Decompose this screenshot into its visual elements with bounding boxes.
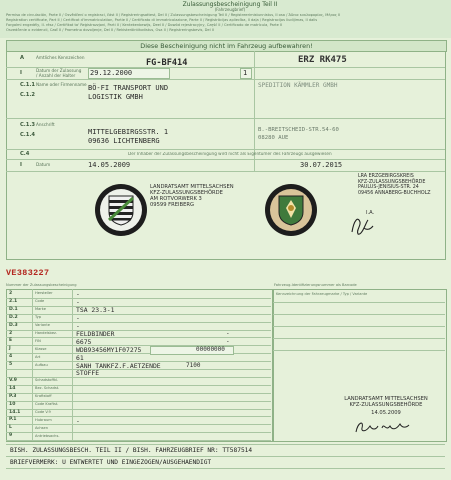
document-remark-line: BRIEFVERMERK: U ENTWERTET UND EINGEZOGEN/AUSGEHAENDIGT bbox=[10, 459, 212, 466]
table-row-code: 5 bbox=[9, 362, 13, 368]
field-code-c12: C.1.2 bbox=[20, 92, 35, 98]
holder-name-line-1: BÖ-FI TRANSPORT UND bbox=[88, 84, 169, 92]
ownership-note: Der Inhaber der Zulassungsbescheinigung wird nicht als Eigentümer des Fahrzeugs ausgewiesen bbox=[128, 152, 332, 156]
table-row-code: L bbox=[9, 425, 12, 431]
right-stamp-line-2: KFZ-ZULASSUNGSBEHÖRDE bbox=[358, 179, 426, 185]
table-row-value: 61 bbox=[76, 353, 84, 362]
holder-city-right: 08280 AUE bbox=[258, 135, 289, 141]
registration-date: 29.12.2000 bbox=[90, 69, 133, 77]
field-code-i: I bbox=[20, 70, 22, 76]
previous-document-line: BISH. ZULASSUNGSBESCH. TEIL II / BISH. FAHRZEUGBRIEF NR: TT587514 bbox=[10, 447, 253, 454]
table-row-code: 4 bbox=[9, 354, 13, 360]
table-row-label: Schadstoffkl. bbox=[35, 378, 59, 383]
right-lower-box-caption: Kennzeichnung der Fahrzeugmarke / Typ / Variante bbox=[276, 292, 368, 296]
plate-number-right: ERZ RK475 bbox=[298, 55, 347, 65]
field-code-a: A bbox=[20, 55, 25, 61]
art-extra-value: 7100 bbox=[186, 362, 201, 369]
right-stamp-text bbox=[358, 174, 448, 196]
bottom-stamp-text bbox=[330, 396, 442, 416]
multilang-line-2: Registration certificate, Part II / Certificat d'immatriculation, Partie II / Certificato di immatricolazione, Parte II / Reģistrācijas apliecība, II daļa / Registracijos liudijimas, II dalis bbox=[6, 18, 318, 22]
table-row-code: J bbox=[9, 346, 11, 352]
table-row-code: E bbox=[9, 338, 13, 344]
table-row-value: 6675 bbox=[76, 337, 92, 346]
table-row-label: Kraftstoff bbox=[35, 394, 52, 399]
multilang-line-1: Permiso de circulación, Parte II / Osvědčení o registraci, část II / Registreringsattest, Del II / Zulassungsbescheinigung Teil II / Registreerimistunnistus, II osa / Άδεια κυκλοφορίας, Μέρος ΙΙ bbox=[6, 13, 341, 17]
multilang-line-4: Osvedčenie o evidencii, Časť II / Prometno dovoljenje, Del II / Rekisteröintitodistus, Osa II / Registreringsbevis, Del II bbox=[6, 28, 214, 32]
right-caption: Fahrzeug-Identifizierungsnummer als Barcode bbox=[274, 283, 357, 287]
handwritten-signature-bottom bbox=[352, 418, 412, 438]
field-code-c4: C.4 bbox=[20, 151, 30, 157]
table-row-label: Hubraum bbox=[35, 417, 52, 422]
table-row-value: - bbox=[76, 290, 80, 299]
issue-date: 14.05.2009 bbox=[88, 161, 131, 169]
left-caption: Nummer der Zulassungsbescheinigung bbox=[6, 283, 77, 287]
holder-street: MITTELGEBIRGSSTR. 1 bbox=[88, 128, 169, 136]
table-row-code: P.1 bbox=[9, 417, 17, 423]
sub-value-1: - bbox=[226, 330, 230, 337]
table-row-code: 14.1 bbox=[9, 409, 21, 415]
document-title: Zulassungsbescheinigung Teil II bbox=[182, 1, 278, 8]
table-row-code: 10 bbox=[9, 401, 16, 407]
holder-name-right: SPEDITION KÄMMLER GMBH bbox=[258, 82, 338, 89]
holder-city: 09636 LICHTENBERG bbox=[88, 137, 160, 145]
bottom-stamp-line-1: LANDRATSAMT MITTELSACHSEN bbox=[344, 396, 428, 402]
table-row-value: - bbox=[76, 314, 80, 323]
holder-count: 1 bbox=[243, 69, 248, 77]
table-row-label: Typ bbox=[35, 315, 42, 320]
right-stamp-ia: I.A. bbox=[366, 210, 375, 216]
table-row-divider bbox=[6, 440, 271, 441]
table-row-code: 9 bbox=[9, 433, 13, 439]
table-row-label: Variante bbox=[35, 323, 50, 327]
left-stamp-text bbox=[150, 184, 246, 208]
field-code-date: I bbox=[20, 162, 22, 168]
table-row-code: V.9 bbox=[9, 377, 17, 383]
table-row-label: Achsen bbox=[35, 425, 49, 430]
field-code-c14: C.1.4 bbox=[20, 132, 35, 138]
table-row-label: Bez. Schadst. bbox=[35, 386, 60, 391]
table-row-code: P.3 bbox=[9, 393, 17, 399]
saxony-coat-of-arms-icon bbox=[106, 194, 136, 226]
table-row-label: Hersteller bbox=[35, 291, 53, 296]
holder-name-line-2: LOGISTIK GMBH bbox=[88, 93, 143, 101]
left-stamp-line-1: LANDRATSAMT MITTELSACHSEN bbox=[150, 184, 234, 190]
address-label: Anschrift bbox=[36, 122, 55, 127]
serial-number: VE383227 bbox=[6, 268, 50, 278]
right-stamp-line-1: LRA ERZGEBIRGSKREIS bbox=[358, 174, 414, 179]
table-row-value: WDB93456MY1F07275 bbox=[76, 345, 142, 354]
table-row-label: Marke bbox=[35, 307, 46, 312]
table-row-label: Handelsbez. bbox=[35, 330, 58, 335]
table-row-code: 2 bbox=[9, 330, 13, 336]
erzgebirgskreis-coat-of-arms-icon bbox=[276, 194, 306, 226]
plate-number: FG-BF414 bbox=[146, 58, 188, 68]
issue-date-label: Datum bbox=[36, 162, 51, 167]
table-row-code: D.3 bbox=[9, 322, 18, 328]
table-row-code: 2.1 bbox=[9, 298, 18, 304]
table-row-value: SANH TANKFZ.F.AETZENDE bbox=[76, 361, 161, 370]
table-row-code: D.1 bbox=[9, 306, 18, 312]
table-row-label: Code bbox=[35, 299, 45, 304]
handwritten-signature-top bbox=[346, 212, 376, 238]
table-row-code: 2 bbox=[9, 291, 13, 296]
left-stamp-line-4: 09599 FREIBERG bbox=[150, 202, 195, 208]
right-stamp-line-3: PAULUS-JENISIUS-STR. 24 bbox=[358, 185, 419, 191]
bottom-stamp-date: 14.05.2009 bbox=[371, 410, 401, 416]
fin-suffix: 00000000 bbox=[196, 346, 225, 353]
holder-street-right: B.-BREITSCHEID-STR.54-60 bbox=[258, 127, 339, 133]
table-row-label: Klasse bbox=[35, 346, 47, 351]
multilang-line-3: Forgalmi engedély, II. rész / Ċertifikat ta' Reġistrazzjoni, Parti II / Kentekenbewijs, Deel II / Dowód rejestracyjny, Część II / Certificado de matrícula, Parte II bbox=[6, 23, 283, 27]
bottom-stamp-line-2: KFZ-ZULASSUNGSBEHÖRDE bbox=[349, 402, 423, 408]
field-code-c13: C.1.3 bbox=[20, 122, 35, 128]
table-row-value: STOFFE bbox=[76, 369, 100, 378]
table-row-label: Code V.9 bbox=[35, 409, 51, 414]
sub-value-2: - bbox=[226, 338, 230, 345]
table-row-value: - bbox=[76, 298, 80, 307]
keep-out-of-vehicle-notice: Diese Bescheinigung nicht im Fahrzeug aufbewahren! bbox=[6, 40, 447, 52]
left-stamp-line-2: KFZ-ZULASSUNGSBEHÖRDE bbox=[150, 190, 223, 196]
table-row-label: FIN bbox=[35, 338, 41, 343]
table-row-value: FELDBINDER bbox=[76, 329, 115, 338]
table-row-divider bbox=[6, 314, 271, 315]
table-row-label: Code Kraftst. bbox=[35, 402, 59, 406]
right-stamp-line-4: 09456 ANNABERG-BUCHHOLZ bbox=[358, 190, 431, 196]
plate-label: Amtliches Kennzeichen bbox=[36, 55, 85, 60]
table-row-label: Art bbox=[35, 354, 41, 359]
document-subtitle: (Fahrzeugbrief) bbox=[214, 7, 246, 12]
holder-name-label: Name oder Firmenname bbox=[36, 82, 87, 87]
table-row-code: D.2 bbox=[9, 314, 18, 320]
table-row-code: 14 bbox=[9, 385, 16, 391]
table-row-divider bbox=[6, 337, 271, 338]
table-row-value: - bbox=[76, 322, 80, 330]
field-code-c11: C.1.1 bbox=[20, 82, 35, 88]
table-row-divider bbox=[6, 298, 271, 299]
registration-date-label: Datum der Zulassung / Anzahl der Halter bbox=[36, 68, 82, 78]
table-row-value: - bbox=[76, 416, 80, 425]
table-row-value: TSA 23.3-1 bbox=[76, 306, 115, 315]
left-stamp-line-3: AM ROTVORWERK 3 bbox=[150, 196, 202, 202]
table-row-label: Aufbau bbox=[35, 362, 48, 367]
table-row-label: Antriebsachs. bbox=[35, 433, 60, 438]
issue-date-right: 30.07.2015 bbox=[300, 161, 343, 169]
